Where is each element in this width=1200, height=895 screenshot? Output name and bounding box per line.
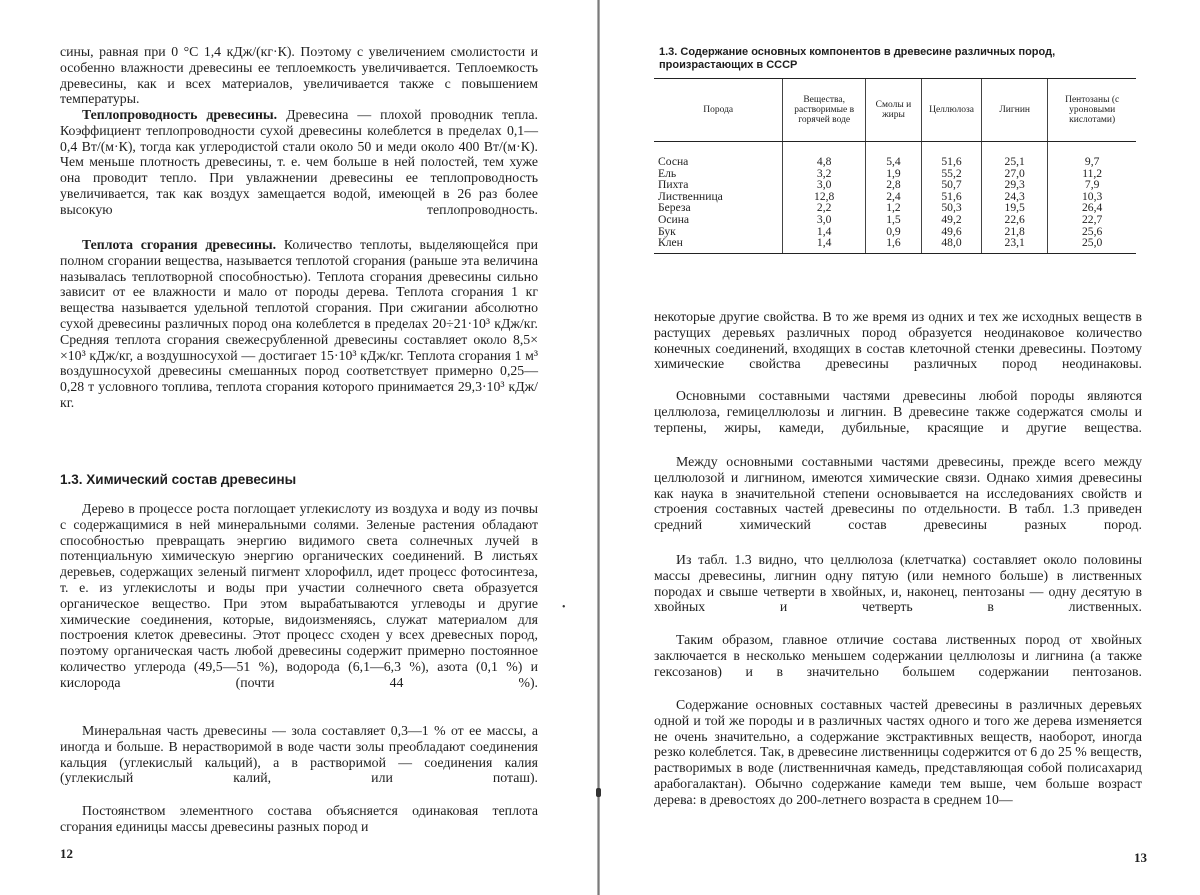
combustion-text: Количество теплоты, выделяющейся при полном сгорании вещества, называется теплотой сгорания (раньше эта величина называлась теплотворной способностью). Теплота сгорания древесины сильно зависит от ее влажности и мало от породы дерева. Теплота сгорания 1 кг вещества называется удельной теплотой сгорания. При сжигании абсолютно сухой древесины различных пород она колеблется в пределах 20÷21·10³ кДж/кг. Средняя теплота сгорания свежесрубленной древесины составляет около 8,5× ×10³ кДж/кг, а воздушносухой — достигает 15·10³ кДж/кг. Теплота сгорания 1 м³ воздушносухой древесины смешанных пород соответствует примерно 0,25—0,28 т условного топлива, теплота сгорания которого принимается 29,3·10³ кДж/кг. <box>60 237 539 410</box>
table-cell: 7,9 <box>1048 179 1136 191</box>
properties-paragraph: некоторые другие свойства. В то же время из одних и тех же исходных веществ в растущих деревьях различных пород образуется неодинаковое количество конечных соединений, входящих в состав клеточной стенки древесины. Поэтому химические свойства древесины различных пород неодинаковы. <box>654 309 1142 372</box>
left-page <box>0 0 596 895</box>
table-cell: 0,9 <box>865 226 921 238</box>
heat-capacity-paragraph: сины, равная при 0 °С 1,4 кДж/(кг·К). Поэтому с увеличением смолистости и особенно влажности древесины ее теплоемкость увеличивается. Теплоемкость древесины, как и всех материалов, увеличивается также с повышением температуры. <box>60 44 538 107</box>
column-header: Вещества, растворимые в горячей воде <box>783 79 866 142</box>
table-cell: 9,7 <box>1048 142 1136 168</box>
table-cell: 26,4 <box>1048 202 1136 214</box>
table-cell: 51,6 <box>921 191 981 203</box>
table-cell: 3,0 <box>783 179 866 191</box>
table-cell: 22,7 <box>1048 214 1136 226</box>
table-cell: 3,0 <box>783 214 866 226</box>
table-cell: 1,5 <box>865 214 921 226</box>
table-cell: 25,1 <box>982 142 1048 168</box>
table-cell: 19,5 <box>982 202 1048 214</box>
table-cell: 25,0 <box>1048 237 1136 253</box>
table-header-row <box>654 79 1136 142</box>
table-cell: 29,3 <box>982 179 1048 191</box>
table-cell: 2,8 <box>865 179 921 191</box>
constancy-paragraph: Постоянством элементного состава объясняется одинаковая теплота сгорания единицы массы древесины разных пород и <box>60 803 538 834</box>
table-cell: 4,8 <box>783 142 866 168</box>
table-cell: Ель <box>658 166 677 180</box>
table-cell: 48,0 <box>921 237 981 253</box>
table-cell: 27,0 <box>982 168 1048 180</box>
table-cell: 5,4 <box>865 142 921 168</box>
table-cell: 50,7 <box>921 179 981 191</box>
chemistry-paragraph: Между основными составными частями древесины, прежде всего между целлюлозой и лигнином, имеются химические связи. Однако химия древесины как наука в значительной степени основывается на исследованиях свойств и строения составных частей древесины по отдельности. В табл. 1.3 приведен средний химический состав древесины разных пород. <box>654 454 1142 533</box>
table-cell: 1,2 <box>865 202 921 214</box>
table-row <box>654 214 1136 226</box>
spine-mark <box>596 788 601 797</box>
combustion-heading: Теплота сгорания древесины. <box>82 237 277 252</box>
table-cell: 3,2 <box>783 168 866 180</box>
table-cell: 2,2 <box>783 202 866 214</box>
table-cell: 10,3 <box>1048 191 1136 203</box>
table-cell: 21,8 <box>982 226 1048 238</box>
table-cell: Сосна <box>658 155 689 168</box>
table-cell: Береза <box>658 201 691 215</box>
table-cell: 51,6 <box>921 142 981 168</box>
content-paragraph: Содержание основных составных частей древесины в различных деревьях одной и той же породы и в различных частях одного и того же дерева изменяется не очень значительно, а содержание экстрактивных веществ, наоборот, иногда резко колеблется. Так, в древесине лиственницы содержится от 6 до 25 % веществ, растворимых в воде (лиственничная камедь, представляющая собой полисахарид арабогалактан). Обычно содержание камеди тем выше, чем больше возраст дерева: в древостоях до 200-летнего возраста в среднем 10— <box>654 697 1142 807</box>
combustion-paragraph <box>60 237 538 411</box>
table-cell: 1,6 <box>865 237 921 253</box>
column-header: Целлюлоза <box>921 79 981 142</box>
column-header: Лигнин <box>982 79 1048 142</box>
right-page <box>604 0 1200 895</box>
table-cell: 23,1 <box>982 237 1048 253</box>
main-parts-paragraph: Основными составными частями древесины любой породы являются целлюлоза, гемицеллюлозы и лигнин. В древесине также содержатся смолы и терпены, жиры, камеди, дубильные, красящие и другие вещества. <box>654 388 1142 435</box>
table-row <box>654 237 1136 253</box>
table-cell: 22,6 <box>982 214 1048 226</box>
table-cell: 1,9 <box>865 168 921 180</box>
table-cell: 1,4 <box>783 237 866 253</box>
table-cell: Клен <box>654 237 783 253</box>
column-header: Пентозаны (с уроновыми кислотами) <box>1048 79 1136 142</box>
table-cell: 2,4 <box>865 191 921 203</box>
page-number: 13 <box>1134 850 1147 865</box>
mineral-paragraph: Минеральная часть древесины — зола составляет 0,3—1 % от ее массы, а иногда и больше. В нерастворимой в воде части золы преобладают соединения кальция (углекислый кальций), а в растворимой — соединения калия (углекислый калий, или поташ). <box>60 723 538 786</box>
table-cell: 11,2 <box>1048 168 1136 180</box>
table-cell: Бук <box>658 224 676 238</box>
composition-table <box>654 78 1136 254</box>
table-cell: 55,2 <box>921 168 981 180</box>
table-caption: 1.3. Содержание основных компонентов в древесине различных пород, произрастающих в СССР <box>659 46 1056 71</box>
column-header: Смолы и жиры <box>865 79 921 142</box>
table-cell: 12,8 <box>783 191 866 203</box>
table-cell: Пихта <box>658 178 689 192</box>
table-cell: 50,3 <box>921 202 981 214</box>
page-number: 12 <box>60 846 73 861</box>
table-cell: Осина <box>658 212 690 226</box>
conductivity-paragraph <box>60 107 538 218</box>
table-cell: 1,4 <box>783 226 866 238</box>
table-cell: 49,2 <box>921 214 981 226</box>
conductivity-heading: Теплопроводность древесины. <box>82 107 278 122</box>
table-shows-paragraph: Из табл. 1.3 видно, что целлюлоза (клетчатка) составляет около половины массы древесины, лигнин одну пятую (или немного больше) в лиственных породах и свыше четверти в хвойных, и, наконец, пентозаны — одну десятую в хвойных и четверть в лиственных. <box>654 552 1142 615</box>
table-cell: 24,3 <box>982 191 1048 203</box>
table-cell: 49,6 <box>921 226 981 238</box>
growth-paragraph: Дерево в процессе роста поглощает углекислоту из воздуха и воду из почвы с содержащимися в ней минеральными солями. Зеленые растения обладают способностью превращать энергию видимого света солнечных лучей в потенциальную химическую энергию органических соединений. В листьях деревьев, содержащих зеленый пигмент хлорофилл, идет процесс фотосинтеза, т. е. из углекислоты и воды при участии солнечного света образуется органическое вещество. При этом вырабатываются углеводы и другие химические соединения, которые, видоизменяясь, служат материалом для построения клеток древесины. Этот процесс сходен у всех древесных пород, поэтому органическая часть любой древесины содержит примерно постоянное количество углерода (49,5—51 %), водорода (6,1—6,3 %), азота (0,1 %) и кислорода (почти 44 %). <box>60 501 538 690</box>
section-title: 1.3. Химический состав древесины <box>60 472 297 487</box>
conductivity-text: Древесина — плохой проводник тепла. Коэффициент теплопроводности сухой древесины колеблется в пределах 0,1—0,4 Вт/(м·К), тогда как углеродистой стали около 50 и меди около 400 Вт/(м·К). Чем меньше плотность древесины, т. е. чем больше в ней полостей, тем хуже она проводит тепло. При увлажнении древесины ее теплопроводность увеличивается, так как воздух замещается водой, имеющей в 26 раз более высокую теплопроводность. <box>60 107 538 217</box>
margin-mark: • <box>562 602 566 613</box>
table-cell: Лиственница <box>658 189 723 203</box>
difference-paragraph: Таким образом, главное отличие состава лиственных пород от хвойных заключается в несколько меньшем содержании целлюлозы и лигнина (а также гексозанов) и в значительно большем содержании пентозанов. <box>654 632 1142 679</box>
column-header: Порода <box>654 79 783 142</box>
book-spine <box>597 0 600 895</box>
table-cell: 25,6 <box>1048 226 1136 238</box>
table-row <box>654 142 1136 168</box>
